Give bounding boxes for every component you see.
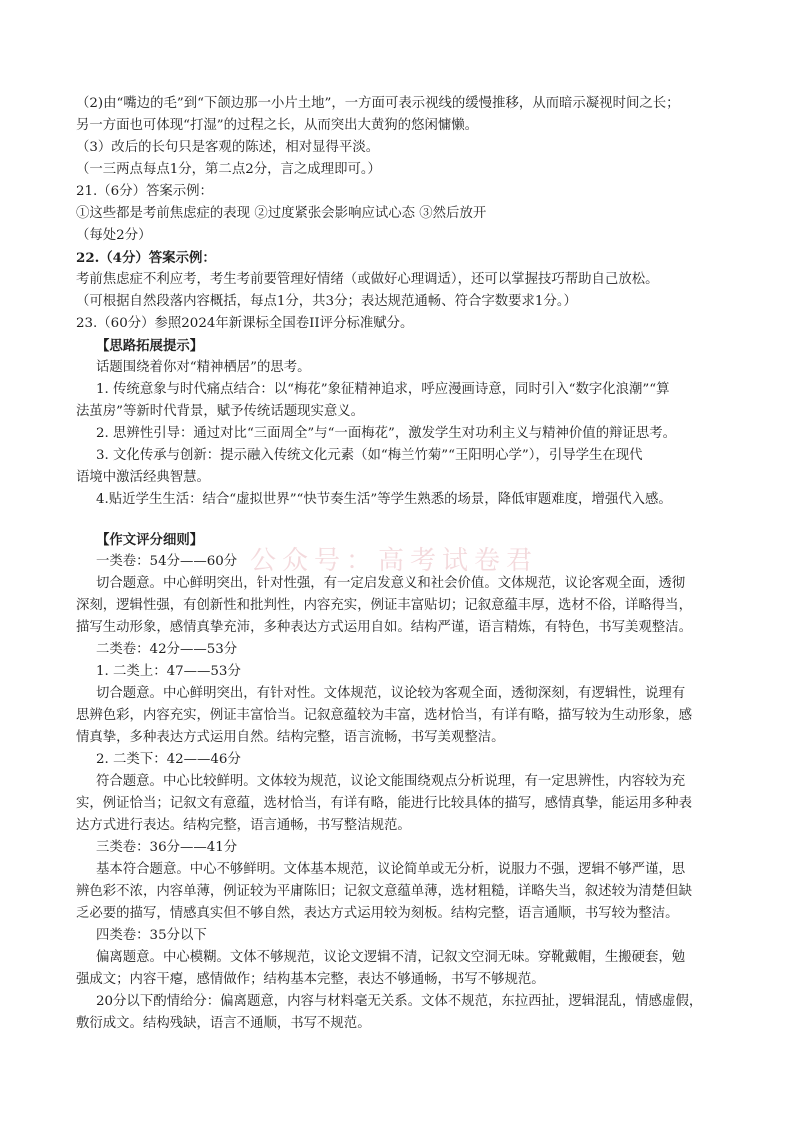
grade2a-line1: 切合题意。中心鲜明突出，有针对性。文体规范，议论较为客观全面，透彻深刻，有逻辑性，说理有 [96,686,686,701]
q22-scoring: （可根据自然段落内容概括，每点1分，共3分；表达规范通畅、符合字数要求1分。） [76,294,577,309]
tip-4: 4.贴近学生生活：结合“虚拟世界”“快节奏生活”等学生熟悉的场景，降低审题难度，增强代入感。 [96,492,672,507]
grade1-line3: 描写生动形象，感情真挚充沛，多种表达方式运用自如。结构严谨，语言精炼，有特色，书写美观整洁。 [76,620,692,635]
grade5-line1: 20分以下酌情给分：偏离题意，内容与材料毫无关系。文体不规范，东拉西扯，逻辑混乱，情感虚假， [96,994,703,1009]
q22-header: 22.（4分）答案示例： [76,250,216,266]
grade3-line2: 辨色彩不浓，内容单薄，例证较为平庸陈旧；记叙文意蕴单薄，选材粗糙，详略失当，叙述较为清楚但缺 [76,884,692,899]
grade4-title: 四类卷：35分以下 [96,928,207,943]
grade2b-line2: 实，例证恰当；记叙文有意蕴，选材恰当，有详有略，能进行比较具体的描写，感情真挚，能运用多种表 [76,796,692,811]
q20-point2-line2: 另一方面也可体现“打湿”的过程之长，从而突出大黄狗的悠闲慵懒。 [76,118,479,133]
tip-1-line1: 1. 传统意象与时代痛点结合：以“梅花”象征精神追求，呼应漫画诗意，同时引入“数字化浪潮”“算 [96,382,670,397]
tip-3-line2: 语境中激活经典智慧。 [76,470,210,485]
tip-3-line1: 3. 文化传承与创新：提示融入传统文化元素（如“梅兰竹菊”“王阳明心学”），引导学生在现代 [96,448,643,463]
grade1-line1: 切合题意。中心鲜明突出，针对性强，有一定启发意义和社会价值。文体规范，议论客观全面，透彻 [96,576,686,591]
q23-header: 23.（60分）参照2024年新课标全国卷II评分标准赋分。 [76,316,414,331]
grade1-title: 一类卷：54分——60分 [96,554,238,569]
grade2-title: 二类卷：42分——53分 [96,642,238,657]
q21-answers: ①这些都是考前焦虑症的表现 ②过度紧张会影响应试心态 ③然后放开 [76,206,487,221]
grade2a-line2: 思辨色彩，内容充实，例证丰富恰当。记叙意蕴较为丰富，选材恰当，有详有略，描写较为生动形象，感 [76,708,692,723]
grade2a-title: 1. 二类上：47——53分 [96,664,241,679]
tips-title: 【思路拓展提示】 [96,338,204,354]
grade5-line2: 敷衍成文。结构残缺，语言不通顺，书写不规范。 [76,1016,371,1031]
watermark: 公众号：高考试卷君 [250,546,539,576]
q20-point2-line1: （2)由“嘴边的毛”到“下颌边那一小片土地”，一方面可表示视线的缓慢推移，从而暗示凝视时间之长； [76,96,680,111]
grade1-line2: 深刻，逻辑性强，有创新性和批判性，内容充实，例证丰富贴切；记叙意蕴丰厚，选材不俗，详略得当， [76,598,692,613]
tip-1-line2: 法茧房”等新时代背景，赋予传统话题现实意义。 [76,404,365,419]
q20-scoring: （一三两点每点1分，第二点2分，言之成理即可。） [76,162,381,177]
grade4-line1: 偏离题意。中心模糊。文体不够规范，议论文逻辑不清，记叙文空洞无味。穿靴戴帽，生搬硬套，勉 [96,950,686,965]
grade2b-title: 2. 二类下：42——46分 [96,752,241,767]
q20-point3: （3）改后的长句只是客观的陈述，相对显得平淡。 [76,140,380,155]
q21-scoring: （每处2分） [76,228,152,243]
tips-intro: 话题围绕着你对“精神栖居”的思考。 [96,360,311,375]
grade2a-line3: 情真挚，多种表达方式运用自然。结构完整，语言流畅，书写美观整洁。 [76,730,505,745]
tip-2: 2. 思辨性引导：通过对比“三面周全”与“一面梅花”，激发学生对功利主义与精神价值的辩证思考。 [96,426,677,441]
grade3-title: 三类卷：36分——41分 [96,840,238,855]
grade3-line1: 基本符合题意。中心不够鲜明。文体基本规范，议论简单或无分析，说服力不强，逻辑不够严谨，思 [96,862,686,877]
grade2b-line3: 达方式进行表达。结构完整，语言通畅，书写整洁规范。 [76,818,411,833]
grade4-line2: 强成文；内容干瘪，感情做作；结构基本完整，表达不够通畅，书写不够规范。 [76,972,545,987]
grade3-line3: 乏必要的描写，情感真实但不够自然，表达方式运用较为刻板。结构完整，语言通顺，书写较为整洁。 [76,906,679,921]
grade2b-line1: 符合题意。中心比较鲜明。文体较为规范，议论文能围绕观点分析说理，有一定思辨性，内容较为充 [96,774,686,789]
q21-header: 21.（6分）答案示例： [76,184,213,199]
q22-answer: 考前焦虑症不利应考，考生考前要管理好情绪（或做好心理调适），还可以掌握技巧帮助自己放松。 [76,272,659,287]
rubric-title: 【作文评分细则】 [96,532,204,548]
